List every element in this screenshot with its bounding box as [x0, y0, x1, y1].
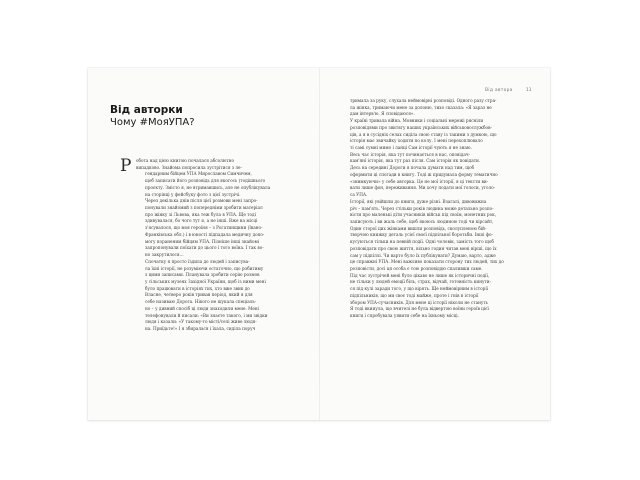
text-line: збором УПА-сучасників. Для мене ці історії ніколи не стануть — [350, 299, 488, 305]
text-line: но закрутилося… — [145, 252, 184, 258]
left-text-column — [136, 158, 294, 333]
text-line: запропонували поїхати до цього і того воїна. І так во- — [145, 245, 264, 251]
text-line: історія має звичайку ходити по колу. І мені перехоплювало — [350, 138, 483, 144]
text-line: Десь на середині Дороги я почала думати над тим, щоб — [350, 165, 475, 171]
text-line: розповідати про свою життя, вільно годин читав мені вірші, що їх — [350, 245, 497, 251]
text-line: могу пораненим бійцям УПА. Пізніше інші знайомі — [145, 238, 260, 244]
text-line: на сторінці у фейсбуку фото з цієї зустрічі. — [145, 191, 241, 197]
text-line: ті самі сумні мимо і ланці Сам історії чують я не знаю. — [350, 145, 472, 151]
text-line: дам інтерв'ю. Я сповідаюся». — [350, 111, 415, 117]
text-line: кусуються тільки на певній події. Одні чоловік, замість того щоб — [350, 239, 494, 245]
text-line: здивувалася, бо чого тут я, а не інші. Вже на місці — [145, 218, 258, 224]
drop-cap: Р — [120, 156, 132, 176]
chapter-subtitle: Чому #МояУПА? — [110, 117, 195, 128]
text-line: Власне, четверо років тривав період, який я для — [145, 292, 253, 298]
text-line: тримала за руку, слухала неймовірні розповіді. Одного разу стра- — [350, 98, 497, 103]
text-line: вісти про маленькі діти учасників військ під своїм, монетних рок, — [350, 212, 497, 218]
page-gutter — [319, 68, 320, 420]
text-line: було працювати в історіях тих, хто вже звик до — [145, 285, 250, 291]
text-line: це справжні УПА. Мені важливо показати сторону тих людей, тих до — [350, 259, 504, 265]
text-line: Весь час історія, яка тут починається в нас, оповідач- — [350, 151, 471, 157]
text-line: гендарним бійцем УПА Мирославом Симчичем, — [145, 171, 252, 177]
text-line: телефонували й писали: «Ви знаєте такого, і ми звідки — [145, 312, 268, 318]
running-head: Від автора — [485, 88, 513, 93]
text-line: Під час зустрічей мені було цікаво не лише як історичні події, — [350, 272, 490, 278]
text-line: но – у дивний спосіб ці люди знаходили мене. Мені — [145, 305, 260, 311]
text-line: розповісти, досі ця особа є тою розповіддю спаливши саме. — [350, 265, 483, 271]
text-line: випадково. Знайома попросила зустрітися з ле- — [136, 164, 242, 170]
text-line: понували знайомий з попередніми зробити матеріал — [145, 205, 263, 211]
text-line: Спочатку я просто їздила до людей і записува- — [145, 258, 250, 264]
text-line: з'ясувалося, що моя героїня – з Рогатинщини (Івано- — [145, 225, 263, 231]
text-line: записують і ви жаль себе, щоб якоюсь людиною тоді чи кірсайт, — [350, 218, 494, 224]
text-line: проєкту. Змісто я, не втримавшись, але не опублікувала — [145, 184, 271, 190]
text-line: на. Приїдьте!» І я збиралася і їхала, сиділа поруч — [145, 325, 256, 331]
text-line: творчою книжку деталь усієї своєї підпільної боротьби. Інші фо- — [350, 232, 493, 238]
text-line: ся під кулі заради того, у що вірять. Ще неймовірним в історії — [350, 286, 489, 292]
text-line: Історії, які увійшли до книги, дуже різні. Взагалі, дивовижна — [350, 198, 487, 204]
text-line: Я тоді вкинула, що вчителі не була відвертою воїни героїв цієї — [350, 306, 489, 312]
text-line: ла їхні історії, не розуміючи остаточно, що робитиму — [145, 265, 264, 271]
text-line: щоб записати його розповідь для якогось (тодішнього — [145, 178, 266, 184]
text-line: У країні тривала війна. Мовники і соціальні мережі рясніли — [350, 118, 484, 124]
text-line: у сільських музеях Західної України, щоб із ними мені — [145, 278, 266, 284]
text-line: з цими записами. Планувала зробити серію розмов — [145, 272, 260, 278]
text-line: річ – пам'ять. Через стільки років людина може детально розпо- — [350, 205, 494, 211]
page-number: 11 — [526, 88, 532, 93]
text-line: розповідями про звитягу наших українських військовослужбов- — [350, 124, 492, 130]
text-line: оформити ці спогади в книгу. Тоді ж придумала форму тематично — [350, 171, 498, 177]
text-line: са УПА. — [350, 192, 368, 198]
text-line: ла жінка, тримаючи мене за долоню, тихо сказала: «Я зараз не — [350, 104, 492, 110]
text-line: вати лише фон, переживання. Ми хочу подати мої голоси, уголо- — [350, 185, 496, 191]
text-line: підпільників, що ми своє тоді майже, проте і гнів в історії — [350, 292, 479, 298]
text-line: сам у підпіллі. Чи варто було їх публікувати? Думаю, варто, адже — [350, 252, 496, 258]
right-text-column — [341, 98, 525, 320]
text-line: не тільки у людей емоції біль, страх, відчай, готовність кинути- — [350, 279, 491, 285]
chapter-title: Від авторки — [110, 104, 183, 116]
text-line: Франківська обл.) і в юності підпадала медичну допо- — [145, 231, 265, 237]
text-line: обота над цією книгою почалася абсолютно — [136, 158, 235, 163]
text-line: про жінку зі Львова, яка теж була в УПА. Ще тоді — [145, 211, 256, 217]
book-spread — [88, 68, 550, 420]
text-line: «знимкуючи» у себе авторка. Це не мої історії, я ці тексти ви- — [350, 178, 489, 184]
text-line: людя і казали: «У такому-то місті/селі живе людя- — [145, 319, 257, 325]
text-line: Через декілька днів після цієї розмови мені запро- — [145, 198, 258, 204]
text-line: ців, а я в сусідніх селах сиділа свою ставу із такими з думкою, що — [350, 131, 497, 137]
text-line: себе називаю Дорога. Нікого не шукала спеціаль- — [145, 299, 257, 305]
text-line: кам'яні історія, яка тут раз після. Сам історія як повідати. — [350, 158, 481, 164]
text-line: Один сторої цих жінками вишли розповідь, сколупленою бій- — [350, 225, 487, 231]
text-line: книги і спробувала уявити себе на їхньому місці. — [350, 313, 459, 318]
